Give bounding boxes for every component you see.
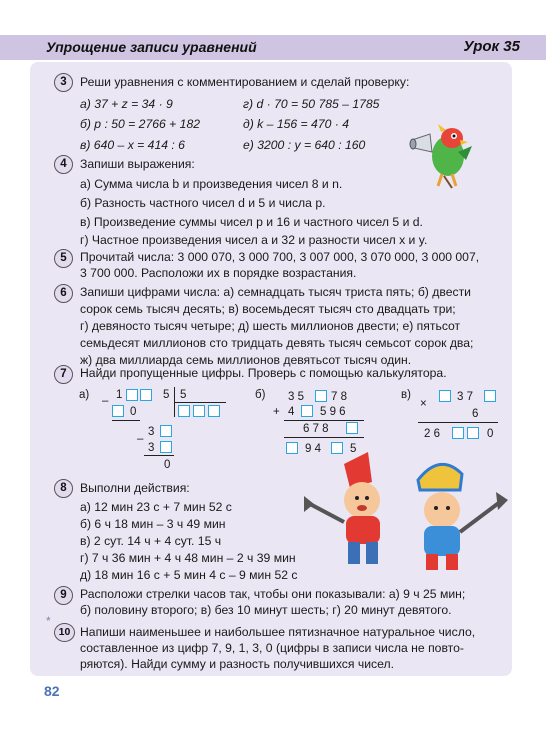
ex7v-row2: 6 (472, 408, 479, 420)
exercise-number-4: 4 (54, 155, 73, 174)
ex8-g: г) 7 ч 36 мин + 4 ч 48 мин – 2 ч 39 мин (80, 551, 296, 565)
ex7a-divisor: 5 (180, 389, 187, 401)
ex7v-box[interactable] (439, 390, 451, 402)
ex3-a: а) 37 + z = 34 · 9 (80, 97, 173, 111)
ex9-line2: б) половину второго; в) без 10 минут шесть; г) 20 минут девятого. (80, 603, 452, 617)
ex7v-box[interactable] (484, 390, 496, 402)
ex7b-row1: 3 5 (288, 391, 304, 403)
ex7a-dividend-1: 1 (116, 389, 123, 401)
exercise-number-10: 10 (54, 623, 75, 642)
ex4-b: б) Разность частного чисел d и 5 и числа p. (80, 196, 326, 210)
ex7a-3a: 3 (148, 426, 155, 438)
ex6-line4: семьдесят миллионов сто тридцать девять тысяч семьсот сорок два; (80, 336, 474, 350)
ex6-line5: ж) два миллиарда семь миллионов девятьсот тысяч один. (80, 353, 412, 367)
ex10-line2: составленное из цифр 7, 9, 1, 3, 0 (цифры в записи числа не повто- (80, 641, 464, 655)
ex7a-label: а) (79, 389, 90, 401)
ex7v-row1: 3 7 (457, 391, 473, 403)
ex3-d: д) k – 156 = 470 · 4 (243, 117, 349, 131)
ex6-line1: Запиши цифрами числа: а) семнадцать тысяч триста пять; б) двести (80, 285, 471, 299)
exercise-number-6: 6 (54, 284, 73, 303)
page-number: 82 (44, 683, 60, 699)
lesson-header (0, 35, 546, 60)
ex7a-3b: 3 (148, 442, 155, 454)
gnomes-with-clock-hands-illustration (300, 452, 512, 572)
ex7a-box[interactable] (160, 425, 172, 437)
ex8-d: д) 18 мин 16 с + 5 мин 4 с – 9 мин 52 с (80, 568, 298, 582)
ex8-intro: Выполни действия: (80, 481, 190, 495)
ex7v-label: в) (401, 389, 411, 401)
ex7v-box[interactable] (467, 427, 479, 439)
ex7a-remainder: 0 (164, 459, 171, 471)
exercise-number-5: 5 (54, 249, 73, 268)
ex3-g: г) d · 70 = 50 785 – 1785 (243, 97, 380, 111)
ex7a-quotient-line (174, 402, 226, 403)
ex7a-line (144, 455, 174, 456)
ex8-a: а) 12 мин 23 с + 7 мин 52 с (80, 500, 232, 514)
ex7a-box[interactable] (160, 441, 172, 453)
ex7b-row2b: 5 9 6 (320, 406, 346, 418)
ex5-line1: Прочитай числа: 3 000 070, 3 000 700, 3 007 000, 3 070 000, 3 000 007, (80, 250, 480, 264)
exercise-number-3: 3 (54, 73, 73, 92)
ex4-a: а) Сумма числа b и произведения чисел 8 и n. (80, 177, 343, 191)
ex7a-box[interactable] (126, 389, 138, 401)
ex7b-row4b: 5 (350, 443, 357, 455)
ex7b-row1b: 7 8 (331, 391, 347, 403)
ex8-b: б) 6 ч 18 мин – 3 ч 49 мин (80, 517, 226, 531)
ex7b-row2: 4 (288, 406, 295, 418)
ex7b-line (284, 420, 364, 421)
ex7b-box[interactable] (315, 390, 327, 402)
ex3-e: е) 3200 : y = 640 : 160 (243, 138, 366, 152)
ex7b-row4a: 9 4 (305, 443, 321, 455)
ex7-intro: Найди пропущенные цифры. Проверь с помощью калькулятора. (80, 366, 447, 380)
ex6-line2: сорок семь тысяч десять; в) восемьдесят тысяч сто двадцать три; (80, 302, 456, 316)
ex7b-box[interactable] (286, 442, 298, 454)
ex7a-minus2: – (137, 433, 144, 445)
ex7b-box[interactable] (346, 422, 358, 434)
ex7b-label: б) (255, 389, 266, 401)
ex4-v: в) Произведение суммы чисел p и 16 и частного чисел 5 и d. (80, 215, 423, 229)
lesson-number: Урок 35 (463, 38, 520, 55)
ex9-line1: Расположи стрелки часов так, чтобы они показывали: а) 9 ч 25 мин; (80, 587, 466, 601)
ex7a-box[interactable] (193, 405, 205, 417)
ex3-intro: Реши уравнения с комментированием и сделай проверку: (80, 75, 410, 89)
exercise-number-9: 9 (54, 586, 73, 605)
ex7a-box[interactable] (178, 405, 190, 417)
lesson-title: Упрощение записи уравнений (46, 39, 257, 55)
ex7a-line (112, 420, 140, 421)
ex7b-row3: 6 7 8 (303, 423, 329, 435)
ex4-g: г) Частное произведения чисел a и 32 и разности чисел x и y. (80, 233, 428, 247)
exercise-number-7: 7 (54, 365, 73, 384)
ex6-line3: г) девяносто тысяч четыре; д) шесть миллионов двести; е) пятьсот (80, 319, 461, 333)
ex7v-row3b: 0 (487, 428, 494, 440)
ex7b-plus: + (273, 406, 280, 418)
ex7a-sub-0: 0 (130, 406, 137, 418)
ex7b-line (284, 437, 364, 438)
ex7v-box[interactable] (452, 427, 464, 439)
ex7b-box[interactable] (301, 405, 313, 417)
ex7v-times: × (420, 398, 427, 410)
ex7a-minus: – (102, 395, 109, 407)
ex7a-box[interactable] (208, 405, 220, 417)
ex10-line1: Напиши наименьшее и наибольшее пятизначное натуральное число, (80, 625, 476, 639)
ex4-intro: Запиши выражения: (80, 157, 195, 171)
ex7a-box[interactable] (140, 389, 152, 401)
ex8-v: в) 2 сут. 14 ч + 4 сут. 15 ч (80, 534, 222, 548)
ex5-line2: 3 700 000. Расположи их в порядке возрастания. (80, 266, 357, 280)
ex3-b: б) p : 50 = 2766 + 182 (80, 117, 201, 131)
ex7v-line (418, 422, 498, 423)
ex10-line3: ряются). Найди сумму и разность получившихся чисел. (80, 657, 395, 671)
ex7a-box[interactable] (112, 405, 124, 417)
difficulty-star: * (46, 614, 51, 628)
ex7a-dividend-5: 5 (163, 389, 170, 401)
parrot-with-megaphone-illustration (408, 112, 474, 190)
exercise-number-8: 8 (54, 479, 73, 498)
ex7v-row3a: 2 6 (424, 428, 440, 440)
ex3-v: в) 640 – x = 414 : 6 (80, 138, 185, 152)
